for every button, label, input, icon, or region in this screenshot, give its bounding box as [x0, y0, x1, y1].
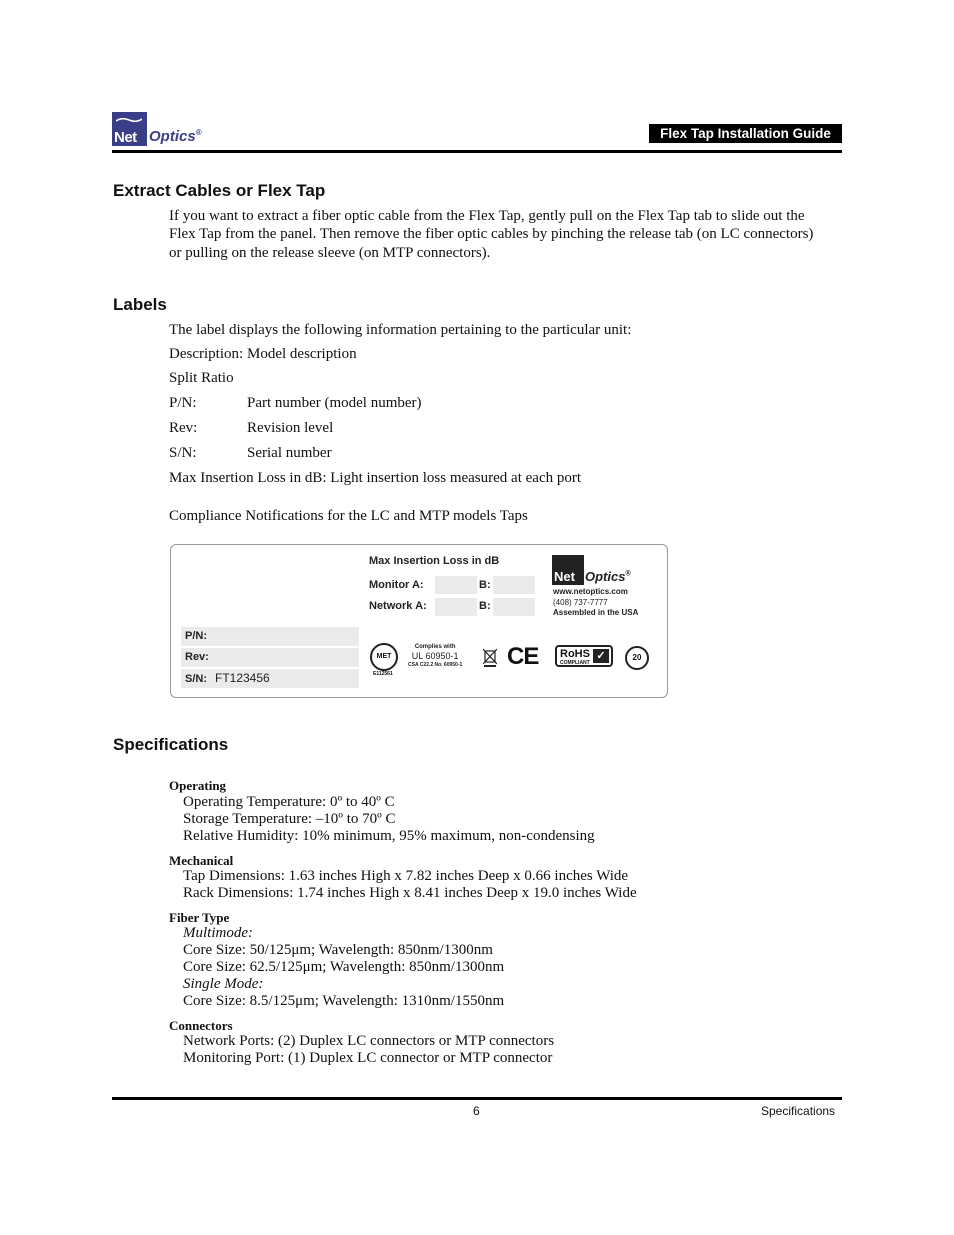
label-loss-title: Max Insertion Loss in dB	[369, 555, 500, 567]
header-rule	[112, 150, 842, 153]
label-sn-field: S/N: FT123456	[181, 669, 359, 688]
label-row-rev: Rev: Revision level	[169, 420, 334, 436]
specs-heading: Specifications	[113, 735, 229, 754]
label-phone: (408) 737-7777	[553, 598, 608, 607]
label-row-maxloss: Max Insertion Loss in dB: Light insertion loss measured at each port	[169, 470, 582, 486]
spec-operating-temp: Operating Temperature: 0º to 40º C	[183, 794, 395, 810]
met-mark-icon: MET	[370, 643, 398, 671]
spec-storage-temp: Storage Temperature: –10º to 70º C	[183, 811, 396, 827]
monitor-a-box	[435, 576, 477, 594]
labels-heading: Labels	[113, 295, 167, 314]
monitor-b-box	[493, 576, 535, 594]
footer-rule	[112, 1097, 842, 1100]
met-code: E112561	[373, 671, 393, 677]
label-web: www.netoptics.com	[553, 587, 628, 596]
label-assembled: Assembled in the USA	[553, 608, 639, 617]
extract-line-2: Flex Tap from the panel. Then remove the fiber optic cables by pinching the release tab (on LC connectors)	[169, 226, 814, 242]
spec-network-ports: Network Ports: (2) Duplex LC connectors or MTP connectors	[183, 1033, 555, 1049]
recycle-20-icon: 20	[625, 646, 649, 670]
label-monitor-b: B:	[479, 579, 491, 591]
extract-line-1: If you want to extract a fiber optic cable from the Flex Tap, gently pull on the Flex Tap tab to slide out the	[169, 208, 805, 224]
label-row-description: Description: Model description	[169, 346, 357, 362]
logo-optics-text: Optics®	[149, 128, 202, 145]
spec-mechanical-title: Mechanical	[169, 853, 234, 868]
spec-sm-core: Core Size: 8.5/125μm; Wavelength: 1310nm/1550nm	[183, 993, 505, 1009]
weee-bin-icon	[483, 647, 497, 667]
spec-tap-dimensions: Tap Dimensions: 1.63 inches High x 7.82 inches Deep x 0.66 inches Wide	[183, 868, 629, 884]
label-network-b: B:	[479, 600, 491, 612]
label-pn-field: P/N:	[181, 627, 359, 646]
guide-title: Flex Tap Installation Guide	[649, 124, 842, 143]
spec-multimode-label: Multimode:	[183, 925, 253, 941]
spec-monitoring-port: Monitoring Port: (1) Duplex LC connector or MTP connector	[183, 1050, 553, 1066]
rohs-mark-icon: RoHS COMPLIANT ✓	[555, 645, 613, 667]
network-b-box	[493, 598, 535, 616]
compliance-text: Compliance Notifications for the LC and MTP models Taps	[169, 508, 528, 524]
label-rev-field: Rev:	[181, 648, 359, 667]
footer-section: Specifications	[761, 1104, 836, 1118]
label-row-split: Split Ratio	[169, 370, 234, 386]
label-logo-net: Net	[554, 569, 575, 584]
label-network: Network A:	[369, 600, 427, 612]
netoptics-logo	[112, 112, 212, 148]
spec-operating-title: Operating	[169, 778, 227, 793]
logo-net-text: Net	[114, 129, 137, 146]
label-row-sn: S/N: Serial number	[169, 445, 332, 461]
spec-humidity: Relative Humidity: 10% minimum, 95% maximum, non-condensing	[183, 828, 595, 844]
spec-mm-core-2: Core Size: 62.5/125μm; Wavelength: 850nm/1300nm	[183, 959, 505, 975]
extract-heading: Extract Cables or Flex Tap	[113, 181, 326, 200]
product-label-image	[170, 544, 668, 698]
labels-intro: The label displays the following information pertaining to the particular unit:	[169, 322, 632, 338]
label-logo-optics: Optics®	[585, 569, 631, 584]
spec-rack-dimensions: Rack Dimensions: 1.74 inches High x 8.41 inches Deep x 19.0 inches Wide	[183, 885, 637, 901]
spec-mm-core-1: Core Size: 50/125μm; Wavelength: 850nm/1300nm	[183, 942, 493, 958]
ce-mark-icon: CE	[507, 643, 539, 670]
label-row-pn: P/N: Part number (model number)	[169, 395, 422, 411]
spec-singlemode-label: Single Mode:	[183, 976, 264, 992]
label-monitor: Monitor A:	[369, 579, 424, 591]
spec-fiber-title: Fiber Type	[169, 910, 230, 925]
spec-connectors-title: Connectors	[169, 1018, 233, 1033]
wave-icon	[116, 117, 142, 123]
extract-line-3: or pulling on the release sleeve (on MTP connectors).	[169, 245, 491, 261]
page-number: 6	[473, 1104, 480, 1118]
ul-compliance: Complies with UL 60950-1 CSA C22.2 No. 60950-1	[408, 644, 463, 668]
network-a-box	[435, 598, 477, 616]
